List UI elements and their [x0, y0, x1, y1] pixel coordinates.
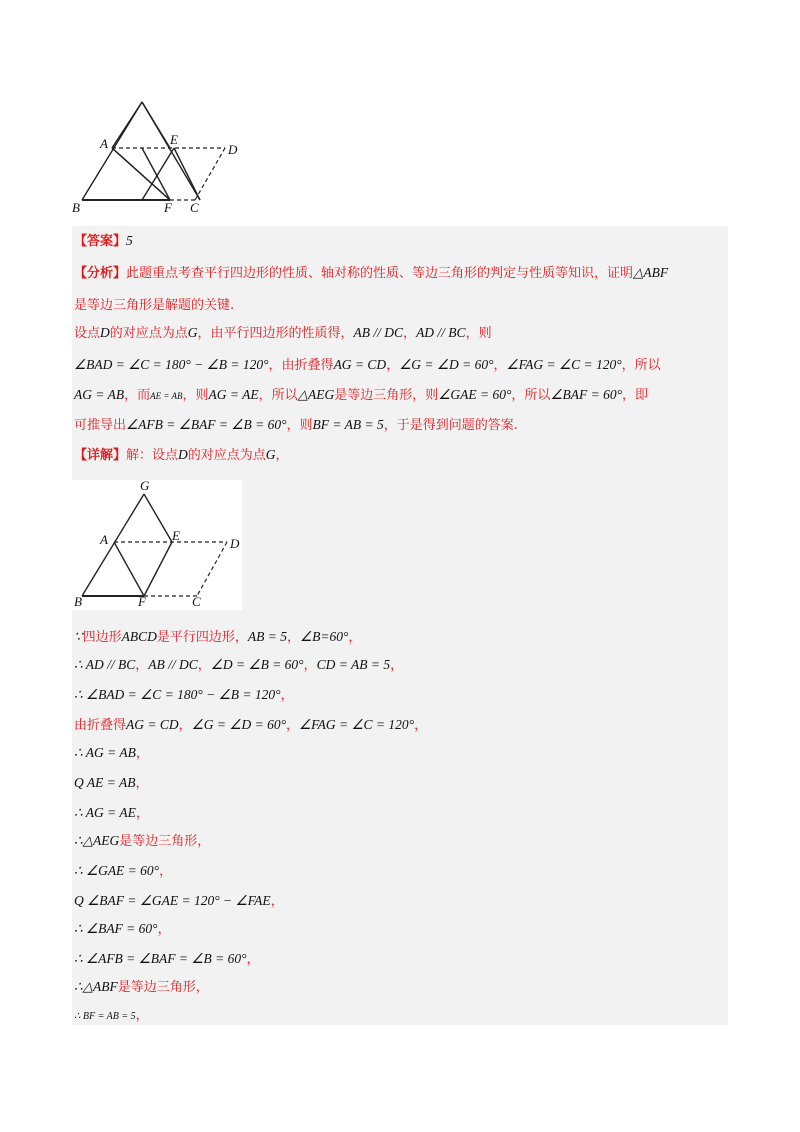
answer-tag: 【答案】	[74, 234, 127, 249]
proof-line-10: Q ∠BAF = ∠GAE = 120° − ∠FAE，	[74, 893, 284, 909]
answer-value: 5	[126, 233, 133, 248]
proof-line-9: ∴ ∠GAE = 60°，	[74, 863, 173, 879]
analysis-tag: 【分析】	[74, 266, 127, 281]
analysis-line-2	[74, 294, 234, 313]
analysis-math-1: △ABF	[633, 265, 669, 280]
label-C: C	[190, 200, 199, 215]
proof-line-11: ∴ ∠BAF = 60°，	[74, 921, 171, 937]
analysis-text-1: 此题重点考查平行四边形的性质、轴对称的性质、等边三角形的判定与性质等知识，证明	[126, 266, 634, 281]
label-D: D	[228, 142, 238, 157]
proof-line-6: Q AE = AB，	[74, 775, 149, 791]
analysis-line-1	[74, 262, 668, 281]
label-E: E	[170, 132, 178, 147]
proof-line-5: ∴ AG = AB，	[74, 745, 149, 761]
proof-line-4: 由折叠得AG = CD，∠G = ∠D = 60°，∠FAG = ∠C = 120°，	[74, 717, 428, 733]
proof-line-8: ∴△AEG是等边三角形，	[74, 833, 211, 849]
proof-line-2: ∴ AD // BC，AB // DC，∠D = ∠B = 60°，CD = AB = 5，	[74, 657, 404, 673]
label-B: B	[74, 594, 82, 609]
answer-line	[74, 230, 133, 249]
analysis-text-2: 是等边三角形是解题的关键.	[74, 298, 235, 313]
detail-line: 【详解】解：设点D的对应点为点G，	[74, 447, 289, 463]
figure-1	[70, 96, 250, 216]
label-B: B	[72, 200, 80, 215]
analysis-line-6: 可推导出∠AFB = ∠BAF = ∠B = 60°，则BF = AB = 5，于是得到问题的答案.	[74, 417, 518, 433]
rhombus-fold-diagram-1	[70, 96, 250, 216]
proof-line-13: ∴△ABF是等边三角形，	[74, 979, 209, 995]
proof-line-1: ∵四边形ABCD是平行四边形，AB = 5，∠B=60°，	[74, 629, 362, 645]
solution-panel	[72, 226, 728, 1025]
label-A: A	[100, 136, 108, 151]
proof-line-7: ∴ AG = AE，	[74, 805, 149, 821]
label-F: F	[138, 594, 146, 609]
analysis-line-4: ∠BAD = ∠C = 180° − ∠B = 120°，由折叠得AG = CD，∠G = ∠D = 60°，∠FAG = ∠C = 120°，所以	[74, 357, 661, 373]
label-C: C	[192, 594, 201, 609]
proof-line-3: ∴ ∠BAD = ∠C = 180° − ∠B = 120°，	[74, 687, 294, 703]
detail-tag: 【详解】	[74, 448, 127, 463]
label-D: D	[230, 536, 240, 551]
analysis-line-5: AG = AB，而AE = AB，则AG = AE，所以△AEG是等边三角形，则∠GAE = 60°，所以∠BAF = 60°，即	[74, 387, 649, 403]
label-E: E	[172, 528, 180, 543]
rhombus-fold-diagram-2	[72, 480, 242, 610]
figure-2	[72, 480, 242, 610]
proof-line-12: ∴ ∠AFB = ∠BAF = ∠B = 60°，	[74, 951, 260, 967]
analysis-line-3: 设点D的对应点为点G，由平行四边形的性质得，AB // DC，AD // BC，则	[74, 325, 492, 341]
label-G: G	[140, 480, 150, 493]
label-F: F	[164, 200, 172, 215]
label-A: A	[100, 532, 108, 547]
proof-line-14: ∴ BF = AB = 5，	[74, 1008, 149, 1023]
